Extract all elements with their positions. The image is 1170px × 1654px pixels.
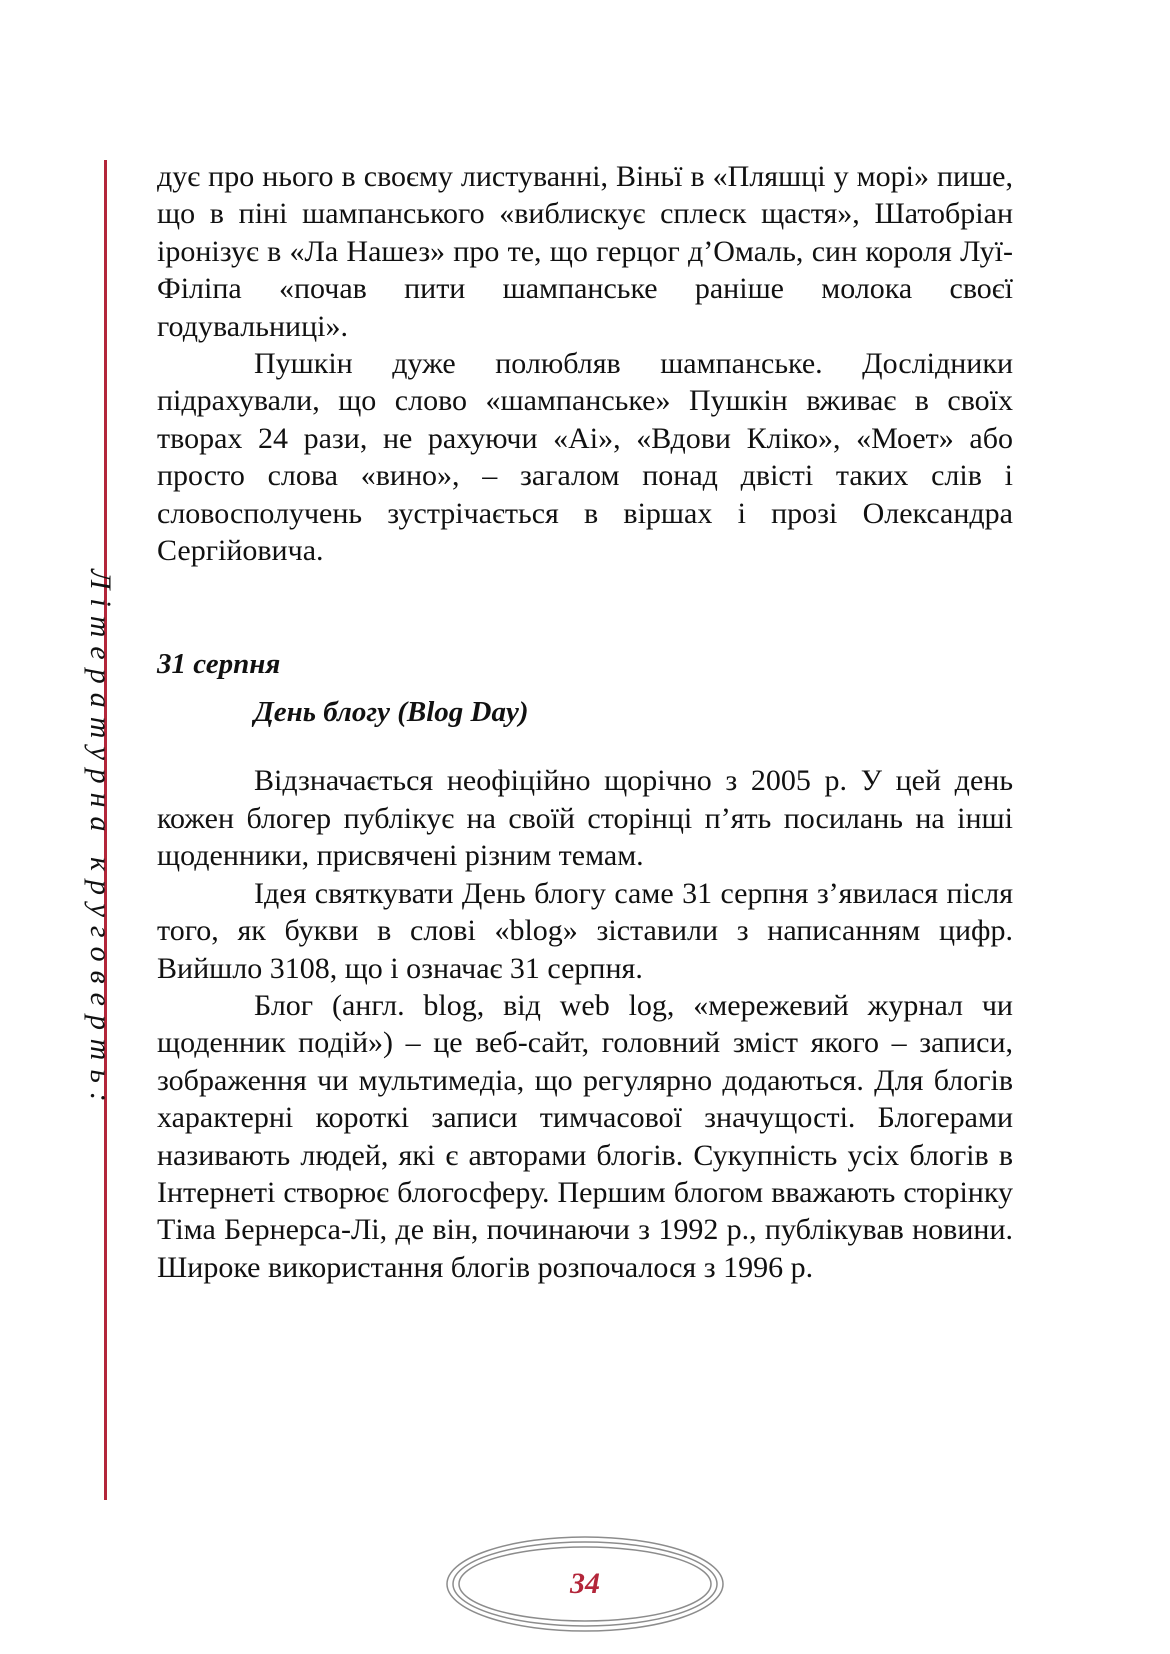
date-heading: 31 серпня xyxy=(157,648,281,681)
paragraph-blog-day-idea: Ідея святкувати День блогу саме 31 серпня з’явилася після того, як букви в слові «blog» зіставили з написанням цифр. Вийшло 3108, що і означає 31 серпня. xyxy=(157,876,1013,985)
running-title-text: Літературна круговерть: xyxy=(84,569,117,1111)
event-title: День блогу (Blog Day) xyxy=(254,696,529,729)
page-body xyxy=(157,158,1013,1286)
paragraph-blog-definition: Блог (англ. blog, від web log, «мережевий журнал чи щоденник подій») – це веб-сайт, головний зміст якого – записи, зображення чи мультимедіа, що регулярно додаються. Для блогів характерні короткі записи тимчасової значущості. Блогерами називають людей, які є авторами блогів. Сукупність усіх блогів в Інтернеті створює блогосферу. Першим блогом вважають сторінку Тіма Бернерса-Лі, де він, починаючи з 1992 р., публікував новини. Широке використання блогів розпочалося з 1996 р. xyxy=(157,988,1013,1284)
page-number: 34 xyxy=(570,1567,600,1600)
paragraph-continuation: дує про нього в своєму листуванні, Віньї в «Пляшці у морі» пише, що в піні шампанського «виблискує сплеск щастя», Шатобріан іронізує в «Ла Нашез» про те, що герцог д’Омаль, син короля Луї-Філіпа «почав пити шампанське раніше молока своєї годувальниці». xyxy=(157,160,1013,343)
page-number-badge xyxy=(444,1533,726,1635)
paragraph-pushkin: Пушкін дуже полюбляв шампанське. Дослідники підрахували, що слово «шампанське» Пушкін вживає в своїх творах 24 рази, не рахуючи «Аі», «Вдови Кліко», «Моет» або просто слова «вино», – загалом понад двісті таких слів і словосполучень зустрічається в віршах і прозі Олександра Сергійовича. xyxy=(157,347,1013,568)
paragraph-blog-day-intro: Відзначається неофіційно щорічно з 2005 р. У цей день кожен блогер публікує на своїй сторінці п’ять посилань на інші щоденники, присвячені різним темам. xyxy=(157,764,1013,873)
